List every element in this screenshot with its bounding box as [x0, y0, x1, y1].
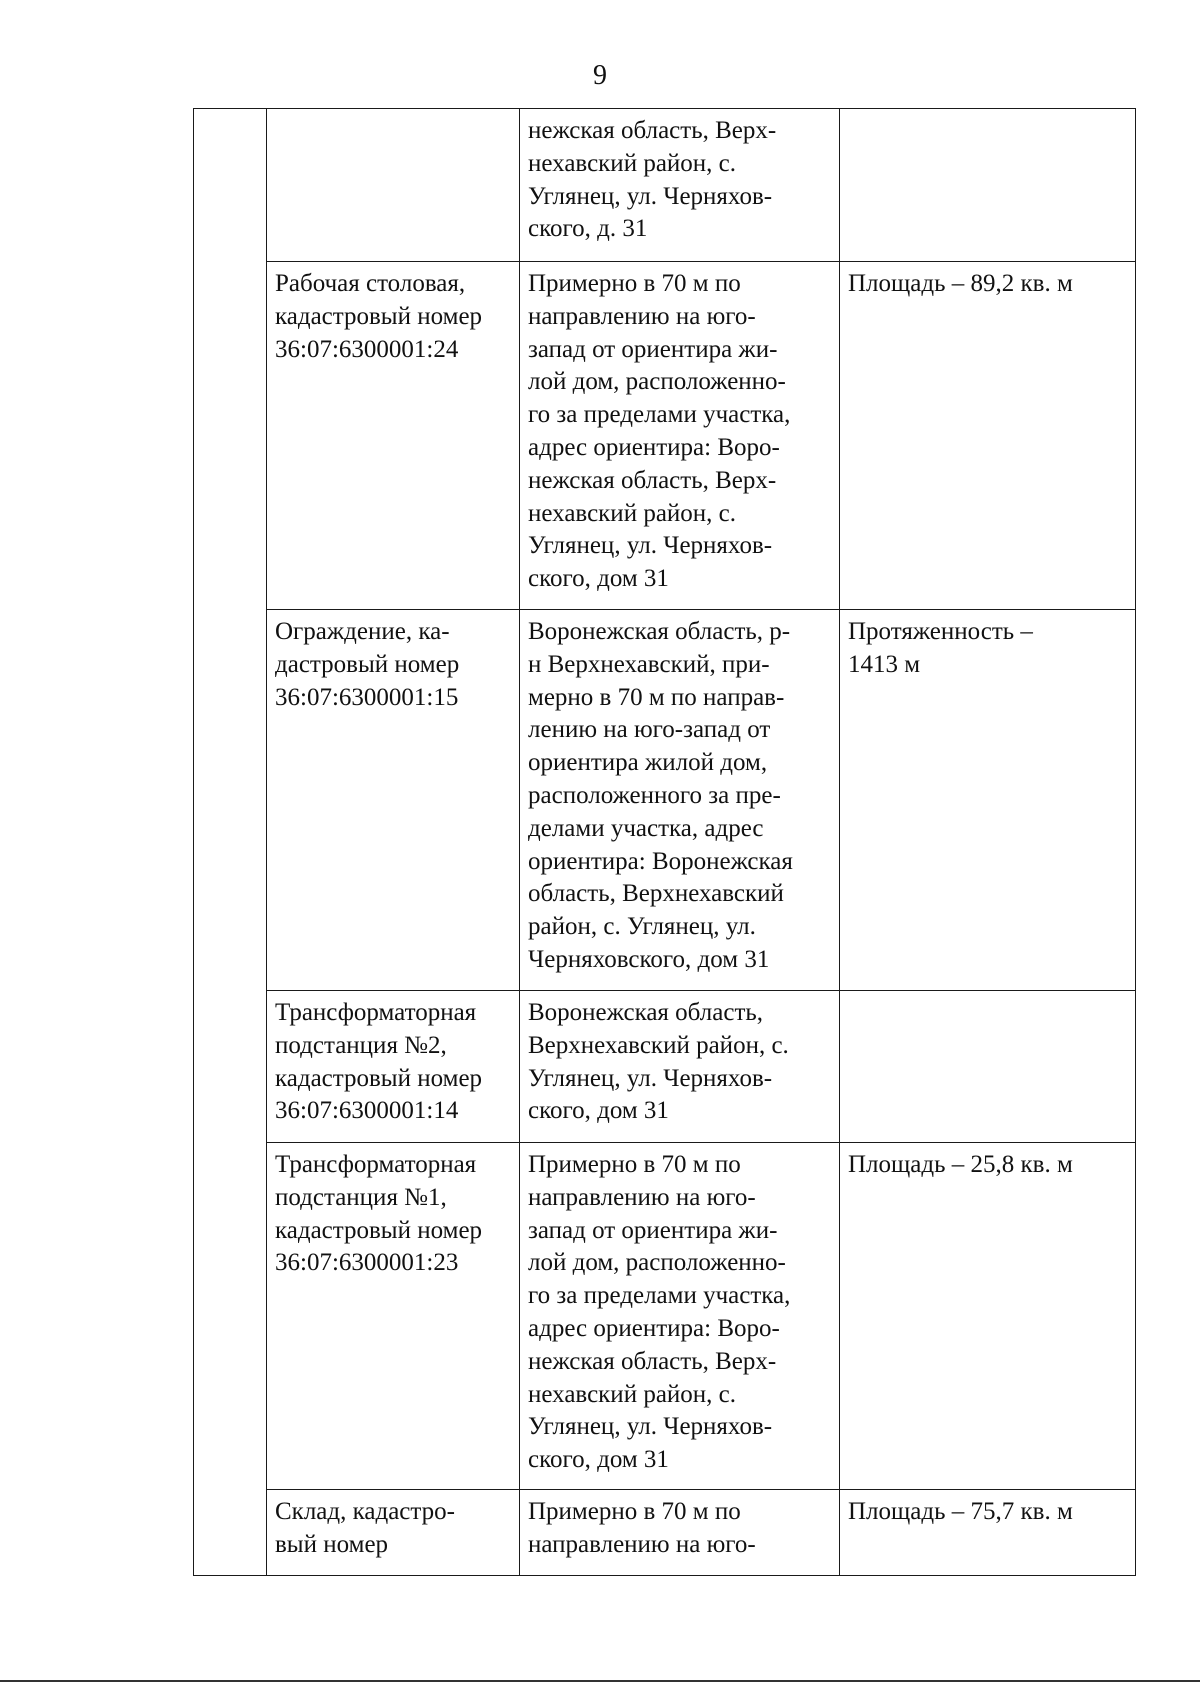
characteristics-cell: Площадь – 89,2 кв. м: [840, 262, 1136, 610]
property-table: [193, 108, 1136, 1576]
characteristics-cell: [840, 109, 1136, 262]
table-row: [194, 1490, 1136, 1576]
location-cell: нежская область, Верх- нехавский район, с. Углянец, ул. Черняхов- ского, д. 31: [520, 109, 840, 262]
object-cell: [267, 109, 520, 262]
row-number-cell: [194, 1490, 267, 1576]
object-cell: Рабочая столовая, кадастровый номер 36:07:6300001:24: [267, 262, 520, 610]
characteristics-cell: Протяженность – 1413 м: [840, 610, 1136, 991]
characteristics-cell: [840, 991, 1136, 1143]
row-number-cell: [194, 991, 267, 1143]
object-cell: Ограждение, ка- дастровый номер 36:07:6300001:15: [267, 610, 520, 991]
object-cell: Склад, кадастро- вый номер: [267, 1490, 520, 1576]
characteristics-cell: Площадь – 75,7 кв. м: [840, 1490, 1136, 1576]
object-cell: Трансформаторная подстанция №1, кадастровый номер 36:07:6300001:23: [267, 1143, 520, 1490]
location-cell: Примерно в 70 м по направлению на юго-: [520, 1490, 840, 1576]
row-number-cell: [194, 262, 267, 610]
scan-edge-line: [0, 1680, 1200, 1682]
location-cell: Воронежская область, р- н Верхнехавский, при- мерно в 70 м по направ- лению на юго-запад от ориентира жилой дом, расположенного за пре- делами участка, адрес ориентира: Воронежская область, Верхнехавский район, с. Углянец, ул. Черняховского, дом 31: [520, 610, 840, 991]
characteristics-cell: Площадь – 25,8 кв. м: [840, 1143, 1136, 1490]
row-number-cell: [194, 1143, 267, 1490]
location-cell: Воронежская область, Верхнехавский район, с. Углянец, ул. Черняхов- ского, дом 31: [520, 991, 840, 1143]
table-row: [194, 109, 1136, 262]
row-number-cell: [194, 109, 267, 262]
location-cell: Примерно в 70 м по направлению на юго- запад от ориентира жи- лой дом, расположенно- го за пределами участка, адрес ориентира: Воро- нежская область, Верх- нехавский район, с. Углянец, ул. Черняхов- ского, дом 31: [520, 262, 840, 610]
table-row: [194, 610, 1136, 991]
table-row: [194, 1143, 1136, 1490]
table-row: [194, 262, 1136, 610]
page-number: 9: [593, 60, 607, 91]
location-cell: Примерно в 70 м по направлению на юго- запад от ориентира жи- лой дом, расположенно- го за пределами участка, адрес ориентира: Воро- нежская область, Верх- нехавский район, с. Углянец, ул. Черняхов- ского, дом 31: [520, 1143, 840, 1490]
table-row: [194, 991, 1136, 1143]
row-number-cell: [194, 610, 267, 991]
object-cell: Трансформаторная подстанция №2, кадастровый номер 36:07:6300001:14: [267, 991, 520, 1143]
